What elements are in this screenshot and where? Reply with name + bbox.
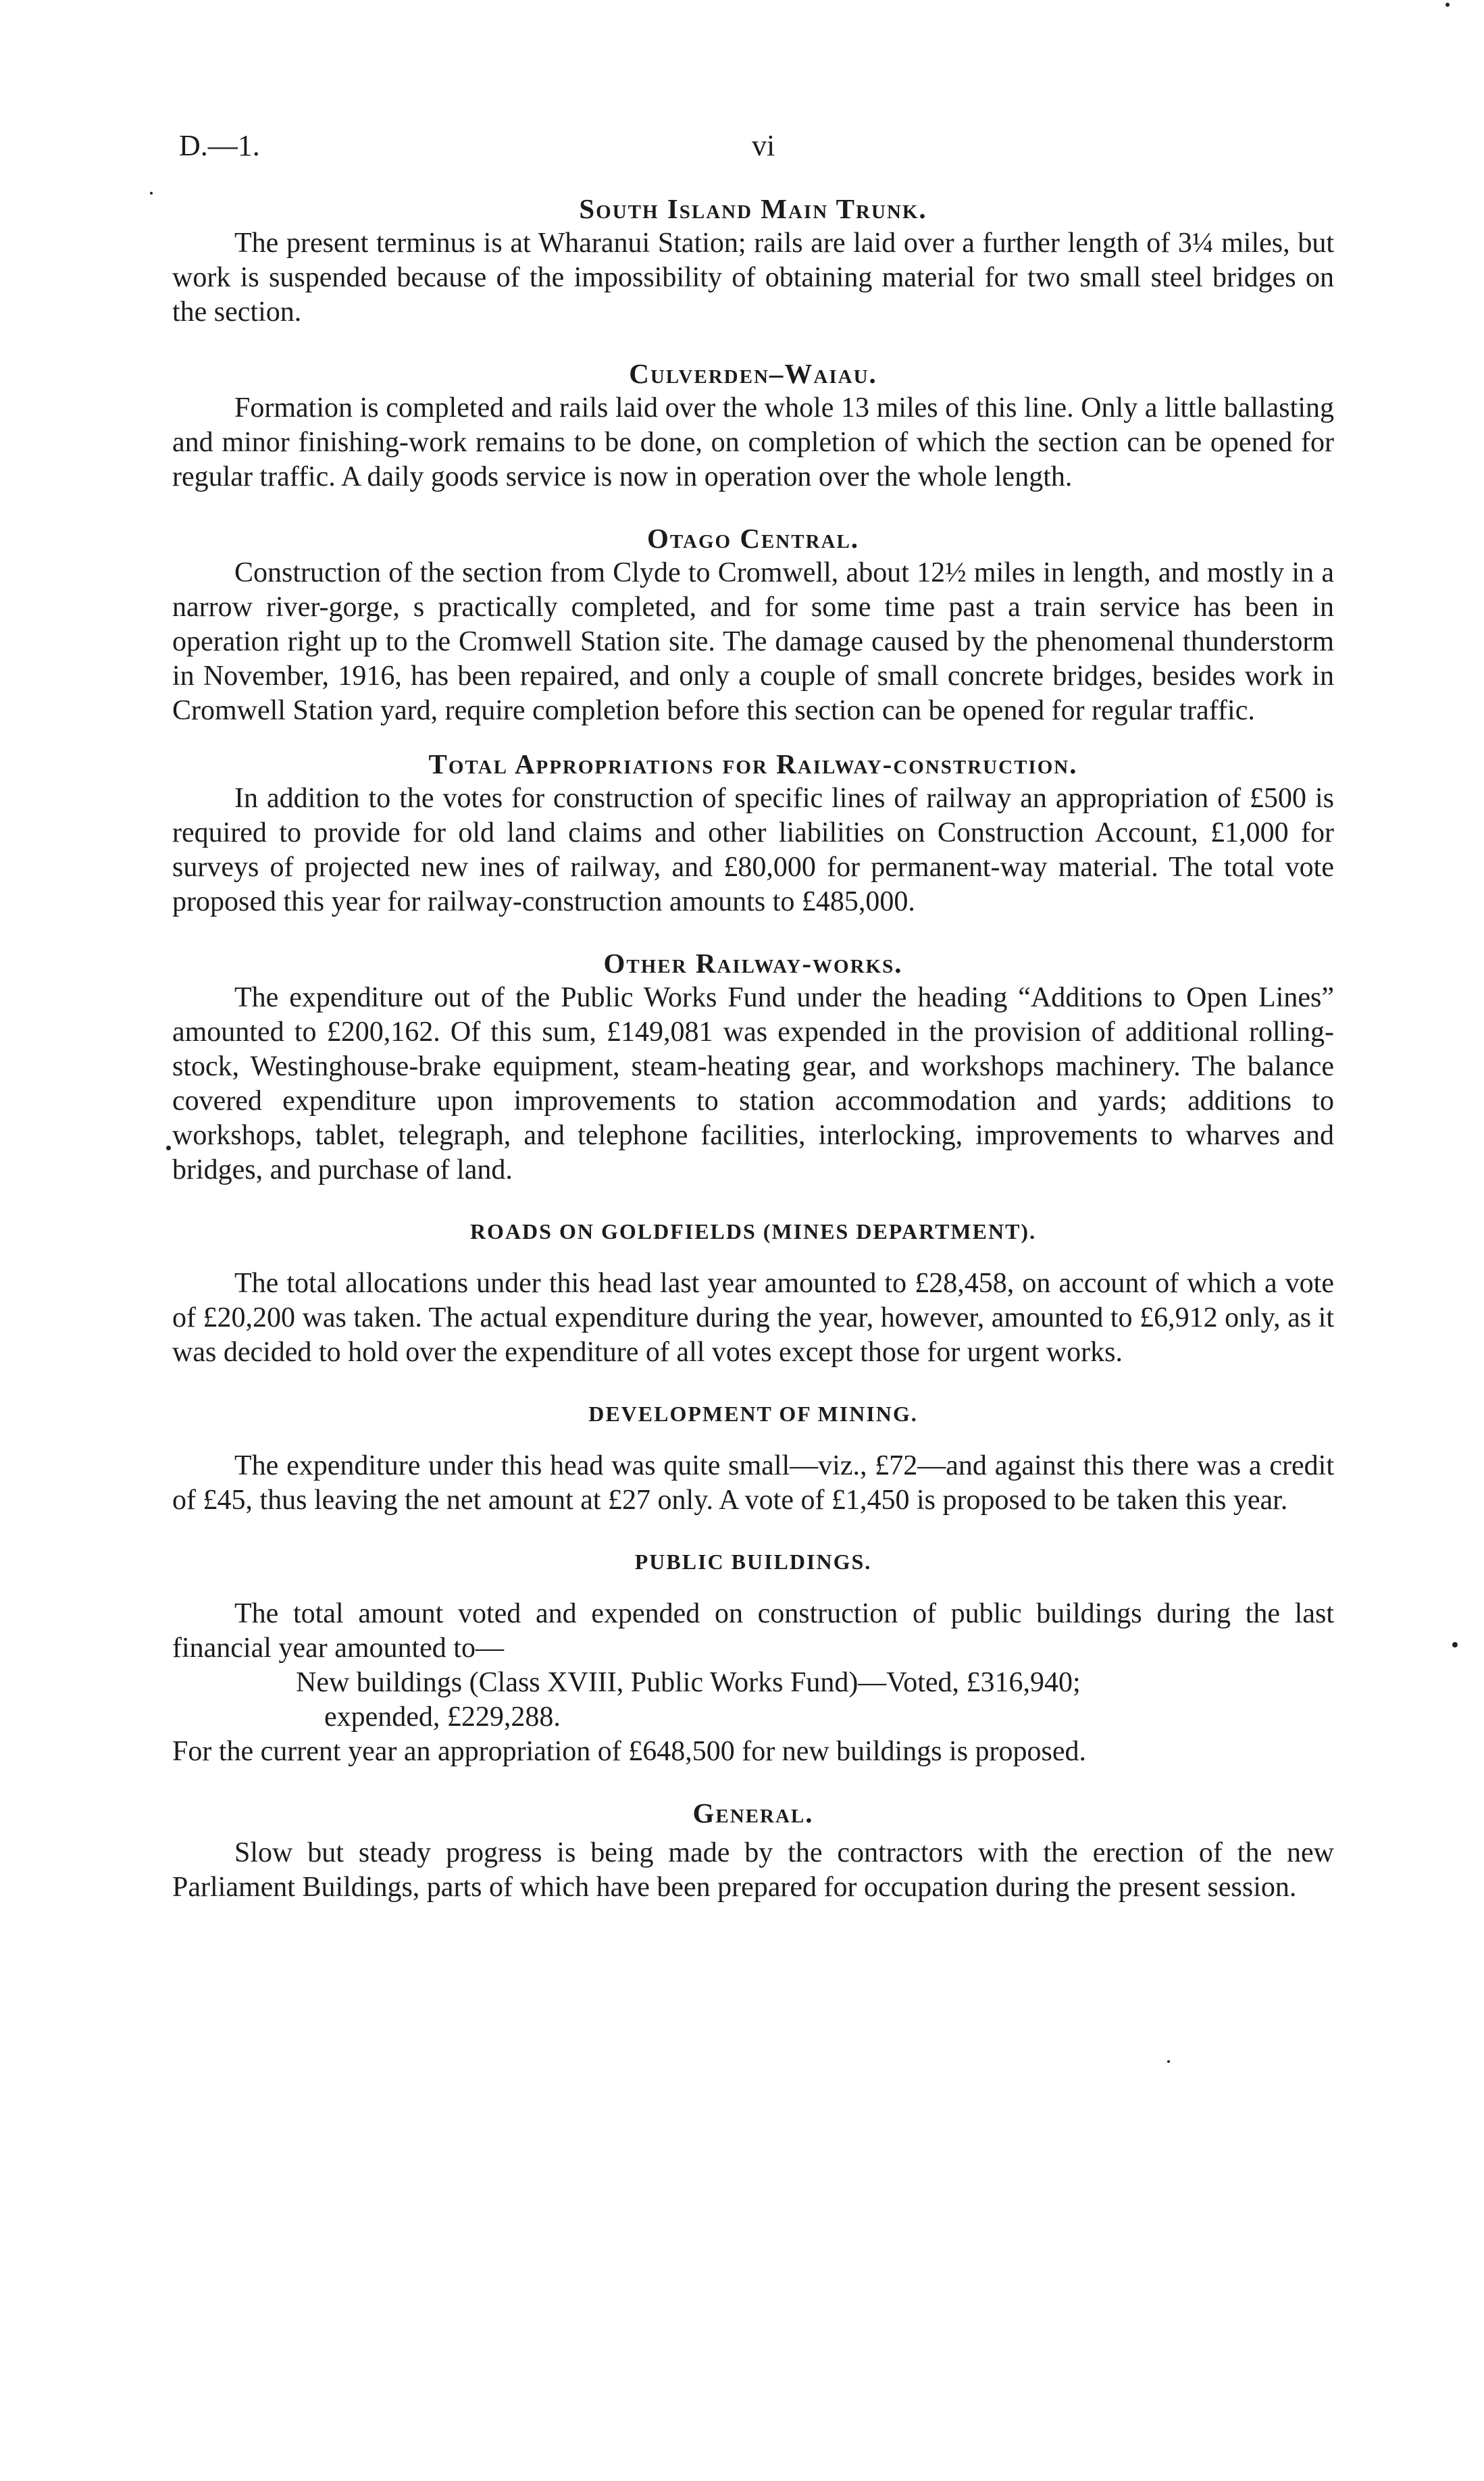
section-paragraph: The expenditure out of the Public Works Fund under the heading “Additions to Open Lines” amounted to £200,162. Of this sum, £149,081 was expended in the provision of additional rolling-stock, Westinghouse-brake equipment, steam-heating gear, and workshops machinery. The balance covered expenditure upon improvements to station accommodation and yards; additions to workshops, tablet, telegraph, and telephone facilities, interlocking, improvements to wharves and bridges, and purchase of land.	[172, 982, 1334, 1185]
section-paragraph: The expenditure under this head was quite small—viz., £72—and against this there was a credit of £45, thus leaving the net amount at £27 only. A vote of £1,450 is proposed to be taken this year.	[172, 1450, 1334, 1516]
section-heading: PUBLIC BUILDINGS.	[634, 1550, 872, 1574]
section-roads-on-goldfields	[172, 1214, 1334, 1370]
section-paragraph: The present terminus is at Wharanui Station; rails are laid over a further length of 3¼ miles, but work is suspended because of the impossibility of obtaining material for two small steel bridges on the section.	[172, 228, 1334, 328]
section-paragraph: Formation is completed and rails laid over the whole 13 miles of this line. Only a little ballasting and minor finishing-work remains to be done, on completion of which the section can be opened for regular traffic. A daily goods service is now in operation over the whole length.	[172, 392, 1334, 492]
section-heading: Culverden–Waiau.	[629, 358, 877, 389]
section-heading: Other Railway-works.	[603, 948, 903, 979]
scan-speck	[1452, 1642, 1458, 1647]
scan-speck	[166, 1146, 171, 1150]
buildings-item-line: New buildings (Class XVIII, Public Works Fund)—Voted, £316,940;	[296, 1667, 1081, 1698]
section-heading: South Island Main Trunk.	[579, 193, 927, 224]
scan-speck	[1445, 3, 1450, 7]
buildings-closing-line: For the current year an appropriation of £648,500 for new buildings is proposed.	[172, 1736, 1087, 1767]
section-paragraph: The total amount voted and expended on construction of public buildings during the last financial year amounted to—	[172, 1598, 1334, 1664]
section-heading: General.	[692, 1797, 814, 1828]
section-general	[172, 1796, 1334, 1905]
section-culverden-waiau	[172, 357, 1334, 494]
scan-speck	[1167, 2060, 1170, 2063]
section-development-of-mining	[172, 1397, 1334, 1518]
running-header	[172, 128, 1334, 169]
section-heading: Otago Central.	[646, 523, 860, 554]
section-public-buildings	[172, 1545, 1334, 1769]
section-heading: ROADS ON GOLDFIELDS (MINES DEPARTMENT).	[469, 1219, 1037, 1244]
page-body	[172, 192, 1334, 1932]
section-paragraph: Construction of the section from Clyde to Cromwell, about 12½ miles in length, and mostly in a narrow river-gorge, s practically completed, and for some time past a train service has been in operation right up to the Cromwell Station site. The damage caused by the phenomenal thunderstorm in November, 1916, has been repaired, and only a couple of small concrete bridges, besides work in Cromwell Station yard, require completion before this section can be opened for regular traffic.	[172, 557, 1334, 726]
buildings-item-continuation: expended, £229,288.	[324, 1702, 561, 1733]
section-other-railway-works	[172, 946, 1334, 1187]
document-reference: D.—1.	[179, 129, 260, 162]
section-south-island	[172, 192, 1334, 330]
section-heading: DEVELOPMENT OF MINING.	[588, 1402, 918, 1426]
section-paragraph: The total allocations under this head last year amounted to £28,458, on account of which a vote of £20,200 was taken. The actual expenditure during the year, however, amounted to £6,912 only, as it was decided to hold over the expenditure of all votes except those for urgent works.	[172, 1268, 1334, 1368]
page-number: vi	[752, 129, 775, 162]
scan-speck	[150, 192, 153, 195]
section-otago-central	[172, 521, 1334, 728]
section-paragraph: In addition to the votes for construction of specific lines of railway an appropriation of £500 is required to provide for old land claims and other liabilities on Construction Account, £1,000 for surveys of projected new ines of railway, and £80,000 for permanent-way material. The total vote proposed this year for railway-construction amounts to £485,000.	[172, 783, 1334, 917]
section-heading: Total Appropriations for Railway-construction.	[428, 748, 1078, 779]
section-paragraph: Slow but steady progress is being made by the contractors with the erection of the new Parliament Buildings, parts of which have been prepared for occupation during the present session.	[172, 1837, 1334, 1903]
section-total-appropriations	[172, 747, 1334, 919]
